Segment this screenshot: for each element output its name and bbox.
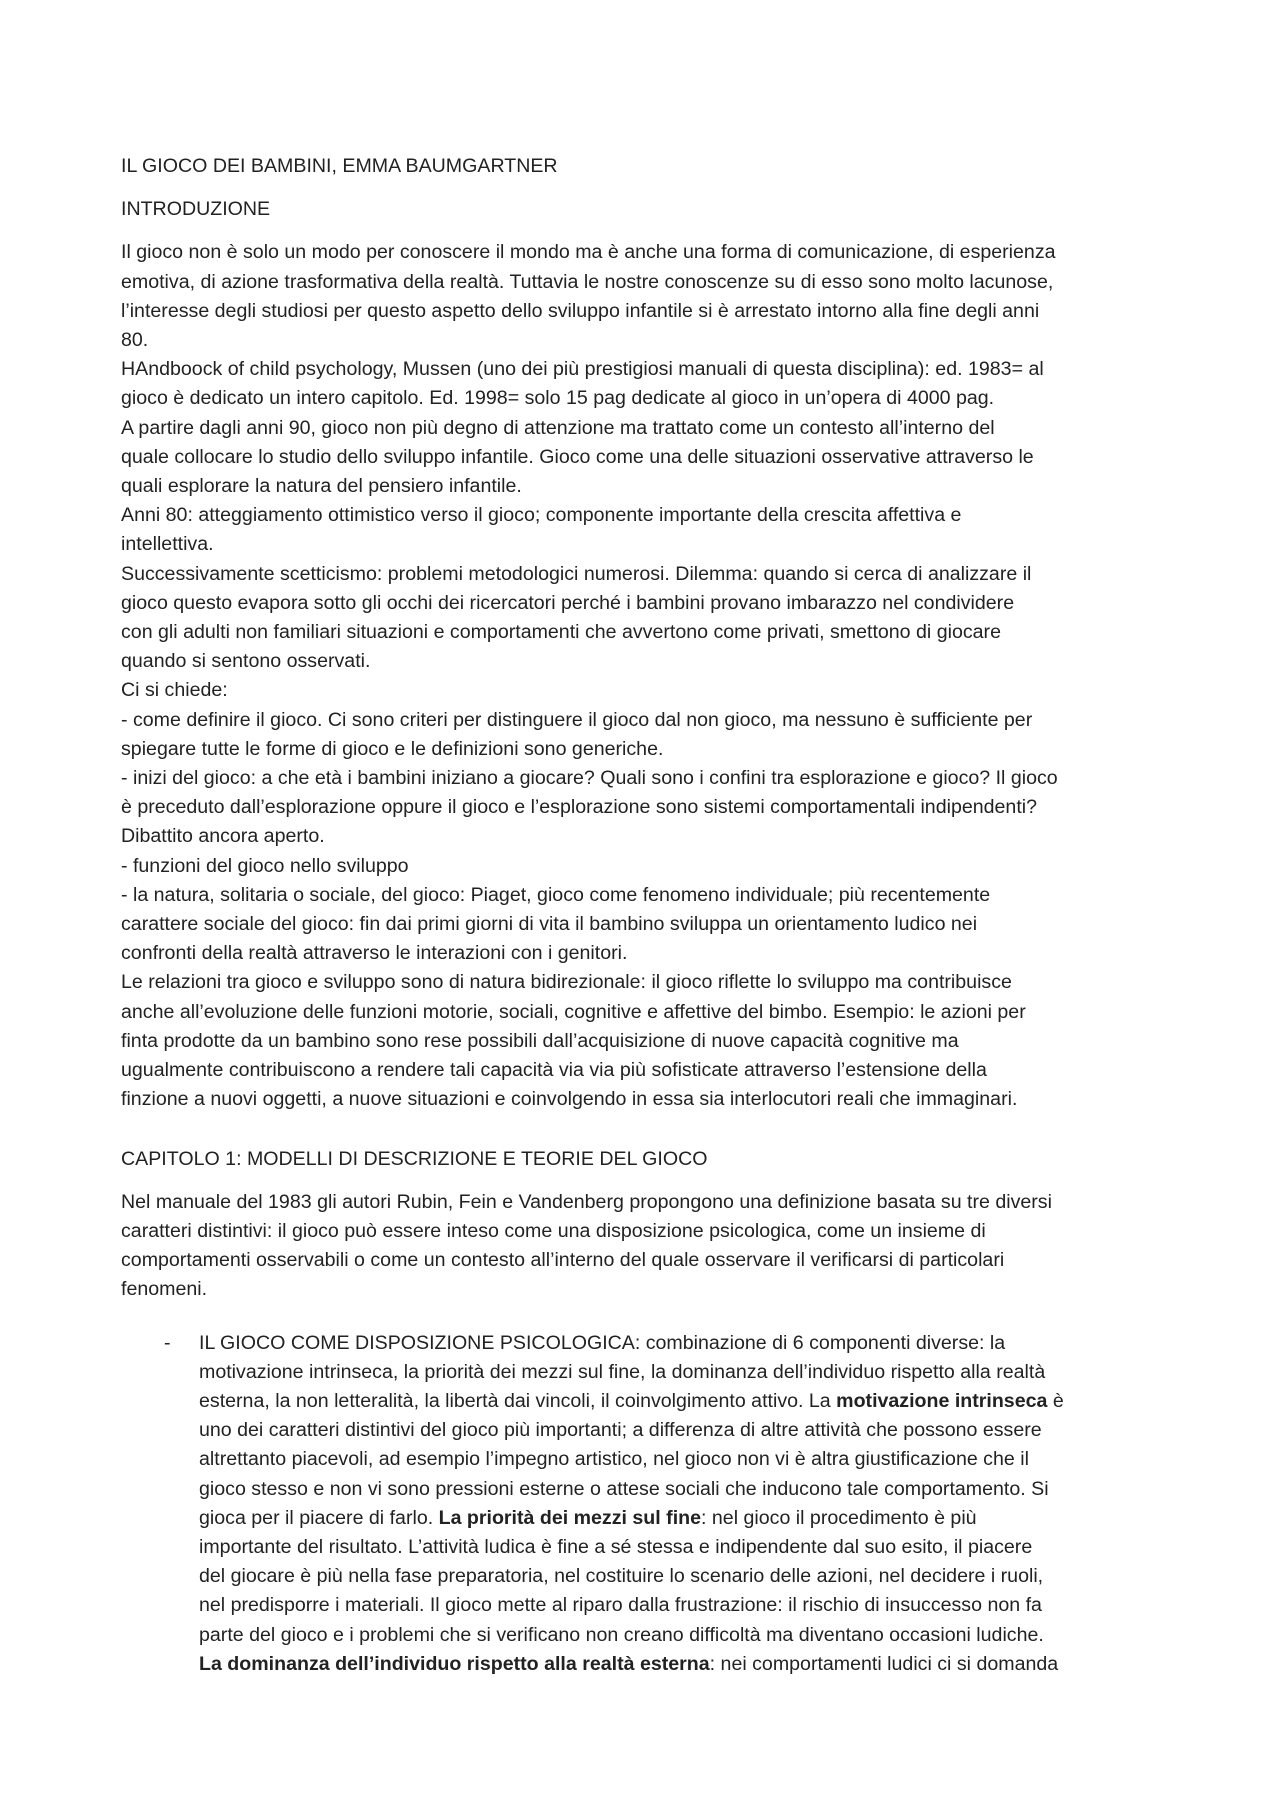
text-line: quando si sentono osservati.: [121, 650, 371, 673]
text-line: importante del risultato. L’attività ludica è fine a sé stessa e indipendente dal suo esito, il piacere: [199, 1535, 1033, 1558]
text-line: comportamenti osservabili o come un contesto all’interno del quale osservare il verificarsi di particolari: [121, 1249, 1005, 1272]
text-line: nel predisporre i materiali. Il gioco mette al riparo dalla frustrazione: il rischio di insuccesso non fa: [199, 1594, 1042, 1617]
intro-heading: INTRODUZIONE: [121, 198, 271, 221]
text-line: finzione a nuovi oggetti, a nuove situazioni e coinvolgendo in essa sia interlocutori reali che immaginari.: [121, 1088, 1018, 1111]
text-span: gioca per il piacere di farlo.: [199, 1506, 439, 1529]
intro-body: [121, 238, 1171, 1114]
chapter-intro: [121, 1188, 1171, 1305]
document-page: [121, 152, 1171, 1679]
bullet-item: [121, 1329, 1171, 1679]
document-title: IL GIOCO DEI BAMBINI, EMMA BAUMGARTNER: [121, 155, 558, 177]
text-span: esterna, la non letteralità, la libertà dai vincoli, il coinvolgimento attivo. La: [199, 1389, 837, 1412]
text-line: IL GIOCO COME DISPOSIZIONE PSICOLOGICA: combinazione di 6 componenti diverse: la: [199, 1331, 1006, 1354]
text-line: ugualmente contribuiscono a rendere tali capacità via via più sofisticate attraverso l’estensione della: [121, 1059, 987, 1082]
text-line: parte del gioco e i problemi che si verificano non creano difficoltà ma diventano occasioni ludiche.: [199, 1623, 1044, 1646]
text-line: Anni 80: atteggiamento ottimistico verso il gioco; componente importante della crescita affettiva e: [121, 504, 962, 527]
bold-term: La priorità dei mezzi sul fine: [438, 1506, 702, 1529]
text-line: quale collocare lo studio dello sviluppo infantile. Gioco come una delle situazioni osservative attraverso le: [121, 445, 1034, 468]
text-line: gioco stesso e non vi sono pressioni esterne o attese sociali che inducono tale comportamento. Si: [199, 1477, 1049, 1500]
text-line: - inizi del gioco: a che età i bambini iniziano a giocare? Quali sono i confini tra esplorazione e gioco? Il gioco: [121, 767, 1058, 790]
text-line: è preceduto dall’esplorazione oppure il gioco e l’esplorazione sono sistemi comportamentali indipendenti?: [121, 796, 1038, 819]
text-line: emotiva, di azione trasformativa della realtà. Tuttavia le nostre conoscenze su di esso sono molto lacunose,: [121, 270, 1054, 293]
text-line: 80.: [121, 329, 149, 352]
chapter-heading: CAPITOLO 1: MODELLI DI DESCRIZIONE E TEORIE DEL GIOCO: [121, 1147, 708, 1170]
text-line: carattere sociale del gioco: fin dai primi giorni di vita il bambino sviluppa un orientamento ludico nei: [121, 913, 978, 936]
text-line: caratteri distintivi: il gioco può essere inteso come una disposizione psicologica, come un insieme di: [121, 1219, 986, 1242]
text-span: è: [1047, 1389, 1064, 1412]
text-line: quali esplorare la natura del pensiero infantile.: [121, 475, 522, 498]
text-line: l’interesse degli studiosi per questo aspetto dello sviluppo infantile si è arrestato intorno alla fine degli anni: [121, 299, 1040, 322]
text-line: motivazione intrinseca, la priorità dei mezzi sul fine, la dominanza dell’individuo rispetto alla realtà: [199, 1360, 1046, 1383]
text-line: gioco questo evapora sotto gli occhi dei ricercatori perché i bambini provano imbarazzo nel condividere: [121, 591, 1015, 614]
text-line: Il gioco non è solo un modo per conoscere il mondo ma è anche una forma di comunicazione, di esperienza: [121, 241, 1056, 264]
bullet-marker: -: [164, 1331, 171, 1354]
text-line: A partire dagli anni 90, gioco non più degno di attenzione ma trattato come un contesto all’interno del: [121, 416, 995, 439]
text-line: Ci si chiede:: [121, 679, 228, 702]
text-span: : nei comportamenti ludici ci si domanda: [709, 1652, 1059, 1675]
text-line: confronti della realtà attraverso le interazioni con i genitori.: [121, 942, 628, 965]
text-span: : nel gioco il procedimento è più: [701, 1506, 977, 1529]
text-line: Le relazioni tra gioco e sviluppo sono di natura bidirezionale: il gioco riflette lo sviluppo ma contribuisce: [121, 971, 1012, 994]
text-line: con gli adulti non familiari situazioni e comportamenti che avvertono come privati, smettono di giocare: [121, 621, 1001, 644]
bold-term: motivazione intrinseca: [836, 1389, 1048, 1412]
text-line: spiegare tutte le forme di gioco e le definizioni sono generiche.: [121, 737, 664, 760]
text-line: HAndboock of child psychology, Mussen (uno dei più prestigiosi manuali di questa disciplina): ed. 1983= al: [121, 358, 1044, 381]
text-line: - la natura, solitaria o sociale, del gioco: Piaget, gioco come fenomeno individuale; più recentemente: [121, 883, 991, 906]
text-line: altrettanto piacevoli, ad esempio l’impegno artistico, nel gioco non vi è altra giustificazione che il: [199, 1448, 1029, 1471]
text-line: gioco è dedicato un intero capitolo. Ed. 1998= solo 15 pag dedicate al gioco in un’opera di 4000 pag.: [121, 387, 995, 410]
text-line: [199, 1387, 1171, 1416]
text-line: - come definire il gioco. Ci sono criteri per distinguere il gioco dal non gioco, ma nessuno è sufficiente per: [121, 708, 1033, 731]
text-line: intellettiva.: [121, 533, 214, 556]
text-line: fenomeni.: [121, 1278, 208, 1301]
text-line: Successivamente scetticismo: problemi metodologici numerosi. Dilemma: quando si cerca di analizzare il: [121, 562, 1032, 585]
text-line: anche all’evoluzione delle funzioni motorie, sociali, cognitive e affettive del bimbo. Esempio: le azioni per: [121, 1000, 1026, 1023]
text-line: Nel manuale del 1983 gli autori Rubin, Fein e Vandenberg propongono una definizione basata su tre diversi: [121, 1190, 1052, 1213]
text-line: [199, 1504, 1171, 1533]
text-line: finta prodotte da un bambino sono rese possibili dall’acquisizione di nuove capacità cognitive ma: [121, 1029, 959, 1052]
text-line: del giocare è più nella fase preparatoria, nel costituire lo scenario delle azioni, nel decidere i ruoli,: [199, 1565, 1044, 1588]
text-line: uno dei caratteri distintivi del gioco più importanti; a differenza di altre attività che possono essere: [199, 1419, 1042, 1442]
text-line: Dibattito ancora aperto.: [121, 825, 325, 848]
text-line: [199, 1650, 1171, 1679]
text-line: - funzioni del gioco nello sviluppo: [121, 854, 409, 877]
bold-term: La dominanza dell’individuo rispetto alla realtà esterna: [199, 1652, 710, 1675]
